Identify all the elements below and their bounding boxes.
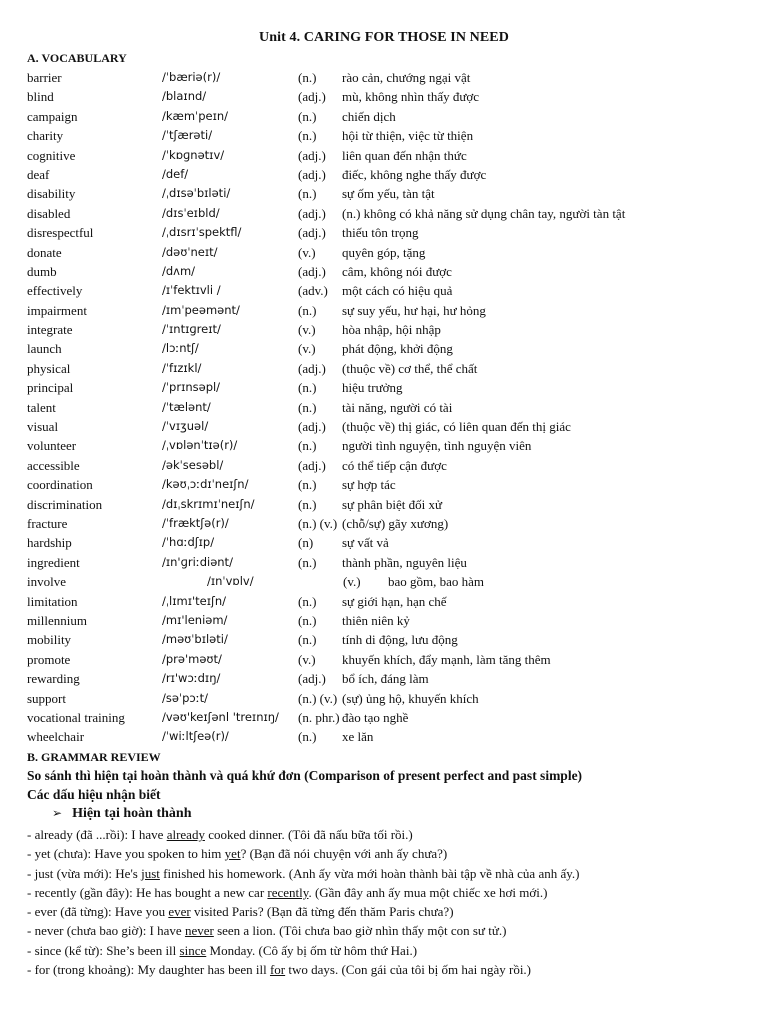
example-text-before: - since (kể từ): She’s been ill [27,942,180,958]
example-text-before: - just (vừa mới): He's [27,865,142,881]
vocab-row [0,243,768,262]
vocab-word: support [27,690,66,706]
vocab-pos: (adj.) [298,457,326,473]
vocab-word: fracture [27,515,68,531]
vocab-meaning: sự giới hạn, hạn chế [342,593,447,609]
vocab-meaning: sự phân biệt đối xử [342,496,443,512]
vocab-row [0,262,768,281]
vocab-ipa: /ˌlɪmɪ'teɪʃn/ [162,593,227,608]
vocab-word: donate [27,244,62,260]
vocab-ipa: /ɪnˈvɒlv/ [207,574,254,589]
vocab-row [0,87,768,106]
vocab-pos: (v.) [298,651,316,667]
vocab-word: ingredient [27,554,80,570]
example-text-after: finished his homework. (Anh ấy vừa mới hoàn thành bài tập về nhà của anh ấy.) [159,865,580,881]
vocab-meaning: phát động, khởi động [342,341,453,357]
vocab-word: barrier [27,70,62,85]
vocab-word: mobility [27,632,72,648]
vocab-row [0,572,768,591]
vocab-ipa: /ˈtælənt/ [162,399,211,414]
vocab-meaning: khuyến khích, đẩy mạnh, làm tăng thêm [342,651,551,667]
vocab-word: involve [27,574,66,590]
vocab-word: cognitive [27,147,76,163]
vocab-word: volunteer [27,438,77,454]
vocab-row [0,436,768,455]
example-line [0,864,768,883]
vocab-ipa: /ˈɪntɪɡreɪt/ [162,322,221,337]
example-text-before: - recently (gần đây): He has bought a new car [27,884,268,900]
vocab-row [0,107,768,126]
vocab-word: accessible [27,457,80,473]
vocab-meaning: người tình nguyện, tình nguyện viên [342,438,532,454]
vocab-row [0,495,768,514]
example-line [0,941,768,960]
example-text-after: . (Gần đây anh ấy mua một chiếc xe hơi mới.) [308,884,548,900]
vocab-ipa: /ˈkɒɡnətɪv/ [162,147,225,162]
vocab-meaning: thiên niên kỷ [342,612,410,628]
vocab-row [0,146,768,165]
example-text-after: ? (Bạn đã nói chuyện với anh ấy chưa?) [240,846,448,862]
arrow-bullet-icon: ➢ [52,806,63,820]
vocab-pos: (n.) [298,496,317,512]
vocab-meaning: quyên góp, tặng [342,244,426,260]
vocab-pos: (n.) [298,632,317,648]
vocab-pos: (n.) [298,70,317,85]
vocab-meaning: điếc, không nghe thấy được [342,166,487,182]
vocab-ipa: /dəʊˈneɪt/ [162,244,218,259]
vocab-ipa: /ɪmˈpeəmənt/ [162,302,240,317]
vocab-word: deaf [27,166,50,182]
examples-list [0,825,768,979]
vocab-meaning: xe lăn [342,729,374,745]
vocab-meaning: (sự) ủng hộ, khuyến khích [342,690,479,706]
vocab-row [0,533,768,552]
vocab-row [0,126,768,145]
vocab-pos: (adj.) [298,225,326,241]
vocab-pos: (adv.) [298,283,328,299]
vocab-row [0,165,768,184]
vocab-row [0,611,768,630]
vocab-meaning: sự ốm yếu, tàn tật [342,186,435,202]
vocab-ipa: /məʊˈbɪləti/ [162,632,228,647]
example-text-before: - already (đã ...rồi): I have [27,827,167,842]
vocab-pos: (adj.) [298,166,326,182]
vocab-row [0,184,768,203]
vocab-row [0,359,768,378]
vocab-word: blind [27,89,54,105]
example-text-before: - yet (chưa): Have you spoken to him [27,846,225,862]
vocab-meaning: thiếu tôn trọng [342,225,419,241]
example-keyword: since [179,942,207,958]
vocab-meaning: có thể tiếp cận được [342,457,447,473]
vocab-pos: (n.) (v.) [298,690,338,706]
vocab-word: talent [27,399,56,415]
vocab-ipa: /dɪˌskrɪmɪˈneɪʃn/ [162,496,255,511]
present-perfect-label: Hiện tại hoàn thành [72,806,192,821]
vocab-pos: (adj.) [298,147,326,163]
example-text-after: seen a lion. (Tôi chưa bao giờ nhìn thấy một con sư tử.) [213,923,507,939]
vocab-meaning: rào cản, chướng ngại vật [342,70,471,85]
vocab-row [0,204,768,223]
vocab-meaning: hội từ thiện, việc từ thiện [342,128,474,144]
vocab-pos: (n.) [298,128,317,144]
vocab-ipa: /rɪ'wɔːdɪŋ/ [162,671,221,686]
vocab-meaning: bổ ích, đáng làm [342,671,429,687]
page-title: Unit 4. CARING FOR THOSE IN NEED [259,30,509,45]
vocab-meaning: câm, không nói được [342,263,452,279]
vocab-word: limitation [27,593,78,609]
vocab-row [0,553,768,572]
example-keyword: ever [168,904,191,920]
vocab-pos: (v.) [298,322,316,338]
vocab-pos: (n.) [298,729,317,745]
example-keyword: for [269,962,286,978]
vocab-row [0,301,768,320]
vocab-ipa: /səˈpɔːt/ [162,690,208,705]
vocab-word: promote [27,651,71,667]
vocab-meaning: hiệu trưởng [342,380,403,396]
vocab-pos: (n.) (v.) [298,515,338,531]
vocab-pos: (n.) [298,477,317,493]
example-text-before: - ever (đã từng): Have you [27,904,169,920]
vocab-pos: (n.) [298,438,317,454]
vocab-ipa: /lɔːntʃ/ [162,341,199,356]
vocab-pos: (n.) [298,302,317,318]
vocab-row [0,727,768,746]
example-text-after: Monday. (Cô ấy bị ốm từ hôm thứ Hai.) [206,942,418,958]
example-line [0,825,768,844]
vocab-meaning: một cách có hiệu quả [342,283,453,299]
vocab-ipa: /əkˈsesəbl/ [162,457,224,472]
vocab-ipa: /kæmˈpeɪn/ [162,108,229,123]
vocab-pos: (adj.) [298,419,326,435]
vocab-pos: (adj.) [298,263,326,279]
vocab-row [0,592,768,611]
vocab-word: integrate [27,322,73,338]
vocab-row [0,68,768,87]
vocab-pos: (v.) [298,244,316,260]
vocabulary-heading: A. VOCABULARY [27,51,127,65]
vocab-pos: (adj.) [298,89,326,105]
vocab-word: hardship [27,535,72,551]
vocab-ipa: /ˌdɪsrɪˈspektfl/ [162,225,242,240]
example-line [0,883,768,902]
vocab-row [0,417,768,436]
vocab-word: physical [27,360,71,376]
vocab-pos: (n.) [298,612,317,628]
vocab-pos: (adj.) [298,671,326,687]
vocab-ipa: /def/ [162,166,189,181]
vocab-ipa: /ˈprɪnsəpl/ [162,380,221,395]
vocab-ipa: /ˈfɪzɪkl/ [162,360,202,375]
vocab-meaning: (thuộc về) thị giác, có liên quan đến thị giác [342,419,571,435]
vocab-meaning: sự suy yếu, hư hại, hư hỏng [342,302,486,318]
vocab-word: charity [27,128,64,144]
vocab-ipa: /ˌvɒlənˈtɪə(r)/ [162,438,238,453]
vocabulary-table [0,68,768,747]
vocab-meaning: mù, không nhìn thấy được [342,89,480,105]
vocab-meaning: (thuộc về) cơ thể, thể chất [342,360,478,376]
vocab-pos: (n.) [298,593,317,609]
vocab-ipa: /ˈhɑːdʃɪp/ [162,535,215,550]
example-line [0,921,768,940]
vocab-meaning: đào tạo nghề [342,709,409,725]
vocab-row [0,650,768,669]
vocab-pos: (n.) [298,186,317,202]
vocab-word: discrimination [27,496,103,512]
vocab-row [0,456,768,475]
vocab-meaning: sự hợp tác [342,477,396,493]
vocab-row [0,339,768,358]
vocab-ipa: /vəʊ'keɪʃənl 'treɪnɪŋ/ [162,709,279,724]
vocab-word: millennium [27,612,87,628]
vocab-row [0,630,768,649]
vocab-row [0,514,768,533]
example-keyword: yet [224,846,241,862]
example-keyword: already [166,827,205,842]
vocab-pos: (n.) [298,399,317,415]
example-text-before: - never (chưa bao giờ): I have [27,923,185,939]
grammar-signs-heading: Các dấu hiệu nhận biết [27,787,161,802]
vocab-ipa: /dʌm/ [162,263,196,278]
vocab-pos: (n. phr.) [298,709,340,725]
vocab-ipa: /dɪsˈeɪbld/ [162,205,220,220]
vocab-ipa: /ɪn'ɡriːdiənt/ [162,554,233,569]
vocab-pos: (adj.) [298,360,326,376]
vocab-row [0,281,768,300]
vocab-row [0,708,768,727]
vocab-ipa: /ˈtʃærəti/ [162,128,213,143]
example-line [0,844,768,863]
vocab-row [0,475,768,494]
example-text-after: visited Paris? (Bạn đã từng đến thăm Paris chưa?) [190,904,454,920]
vocab-meaning: tài năng, người có tài [342,399,453,415]
vocab-meaning: (n.) không có khả năng sử dụng chân tay, người tàn tật [342,205,626,221]
vocab-word: disability [27,186,76,202]
example-text-after: cooked dinner. (Tôi đã nấu bữa tối rồi.) [204,827,413,842]
vocab-word: coordination [27,477,93,493]
vocab-word: vocational training [27,709,125,725]
vocab-pos: (v.) [343,574,361,590]
vocab-row [0,398,768,417]
vocab-word: wheelchair [27,729,85,745]
vocab-ipa: /ˌdɪsəˈbɪləti/ [162,186,231,201]
vocab-row [0,223,768,242]
vocab-ipa: /ɪˈfektɪvli / [162,283,221,298]
vocab-row [0,320,768,339]
vocab-word: dumb [27,263,57,279]
vocab-pos: (n.) [298,380,317,396]
vocab-word: impairment [27,302,87,318]
example-keyword: never [184,923,214,939]
present-perfect-heading [52,806,192,822]
vocab-ipa: /ˈbæriə(r)/ [162,70,221,84]
grammar-title: So sánh thì hiện tại hoàn thành và quá khứ đơn (Comparison of present perfect and past simple) [27,768,583,783]
vocab-ipa: /blaɪnd/ [162,89,207,104]
vocab-row [0,669,768,688]
example-text-after: two days. (Con gái của tôi bị ốm hai ngày rồi.) [285,962,532,978]
vocab-row [0,689,768,708]
vocab-pos: (n.) [298,554,317,570]
vocab-pos: (n) [298,535,314,551]
vocab-meaning: liên quan đến nhận thức [342,147,467,163]
vocab-ipa: /ˈvɪʒuəl/ [162,419,209,434]
vocab-word: rewarding [27,671,80,687]
vocab-ipa: /ˈfræktʃə(r)/ [162,515,229,530]
example-keyword: recently [267,884,309,900]
vocab-pos: (adj.) [298,205,326,221]
vocab-word: launch [27,341,62,357]
vocab-word: disrespectful [27,225,94,241]
vocab-ipa: /mɪ'leniəm/ [162,612,228,627]
example-keyword: just [141,865,160,881]
vocab-ipa: /ˈwiːltʃeə(r)/ [162,729,229,744]
vocab-meaning: hòa nhập, hội nhập [342,322,441,338]
vocab-row [0,378,768,397]
vocab-pos: (v.) [298,341,316,357]
example-line [0,960,768,979]
vocab-ipa: /prə'məʊt/ [162,651,222,666]
vocab-word: principal [27,380,74,396]
example-line [0,902,768,921]
vocab-ipa: /kəʊˌɔːdɪˈneɪʃn/ [162,477,249,492]
grammar-heading: B. GRAMMAR REVIEW [27,750,161,764]
vocab-word: effectively [27,283,83,299]
vocab-pos: (n.) [298,108,317,124]
vocab-meaning: (chỗ/sự) gãy xương) [342,515,449,531]
vocab-word: disabled [27,205,71,221]
vocab-meaning: tính di động, lưu động [342,632,458,648]
vocab-word: campaign [27,108,78,124]
vocab-meaning: sự vất vả [342,535,389,551]
vocab-meaning: chiến dịch [342,108,396,124]
vocab-word: visual [27,419,59,435]
example-text-before: - for (trong khoảng): My daughter has been ill [27,962,270,978]
vocab-meaning: bao gồm, bao hàm [388,574,485,590]
vocab-meaning: thành phần, nguyên liệu [342,554,467,570]
